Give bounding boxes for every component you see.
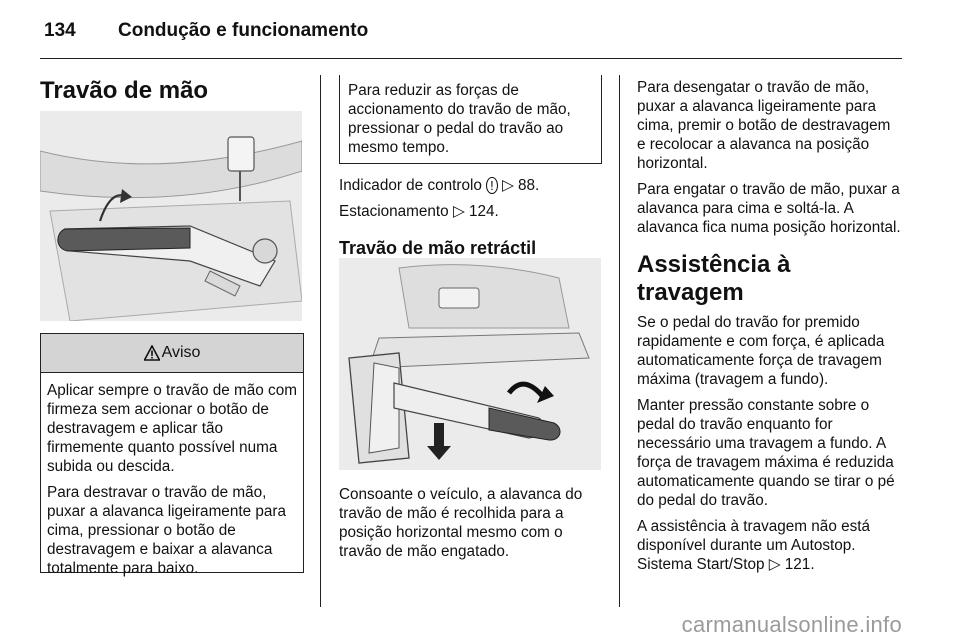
warning-box <box>40 333 304 577</box>
brake-warning-icon: ! <box>486 177 498 194</box>
retractable-lever-drawing <box>339 258 601 470</box>
note-box <box>339 75 602 164</box>
page-ref-arrow-icon: ▷ <box>452 203 465 220</box>
column-2-text <box>339 485 604 568</box>
retractable-paragraph: Consoante o veículo, a alavanca do travão de mão é recolhida para a posição horizontal mesmo com o travão de mão engatado. <box>339 486 583 560</box>
handbrake-lever-drawing <box>40 111 302 321</box>
note-text: Para reduzir as forças de accionamento do travão de mão, pressionar o pedal do travão ao mesmo tempo. <box>348 82 571 156</box>
handbrake-illustration <box>40 111 302 321</box>
warning-header <box>41 333 303 373</box>
brake-assist-paragraph: A assistência à travagem não está disponível durante um Autostop. Sistema Start/Stop ▷ 121. <box>637 518 870 573</box>
column-3 <box>637 78 903 581</box>
column-divider-2 <box>619 75 620 607</box>
page-ref-arrow-icon: ▷ <box>768 556 781 573</box>
brake-assist-paragraph: Manter pressão constante sobre o pedal do travão enquanto for necessário uma travagem a fundo. A força de travagem máxima é reduzida automaticamente quando se tirar o pé do pedal do travão. <box>637 397 895 509</box>
reference-parking[interactable]: Estacionamento ▷ 124. <box>339 203 499 220</box>
column-divider-1 <box>320 75 321 607</box>
handbrake-title: Travão de mão <box>40 77 209 104</box>
warning-triangle-icon <box>144 345 160 361</box>
release-paragraph: Para desengatar o travão de mão, puxar a alavanca ligeiramente para cima, premir o botão de destravagem e recolocar a alavanca na posição horizontal. <box>637 79 891 172</box>
page-number: 134 <box>44 20 76 41</box>
brake-assist-paragraph: Se o pedal do travão for premido rapidamente e com força, é aplicada automaticamente força de travagem máxima (travagem a fundo). <box>637 314 885 388</box>
apply-paragraph: Para engatar o travão de mão, puxar a alavanca para cima e soltá-la. A alavanca fica numa posição horizontal. <box>637 181 901 236</box>
brake-assist-title: Assistência à travagem <box>637 251 791 306</box>
reference-start-stop[interactable]: Sistema Start/Stop ▷ 121. <box>637 556 815 573</box>
column-2 <box>339 176 604 259</box>
retractable-handbrake-illustration <box>339 258 601 470</box>
warning-body <box>41 373 303 578</box>
section-title: Condução e funcionamento <box>118 20 369 41</box>
warning-paragraph: Para destravar o travão de mão, puxar a alavanca ligeiramente para cima, pressionar o botão de destravagem e baixar a alavanca totalmente para baixo. <box>47 484 286 577</box>
retractable-handbrake-title: Travão de mão retráctil <box>339 238 537 258</box>
column-1 <box>40 77 302 105</box>
warning-label: Aviso <box>161 344 201 361</box>
page-ref-arrow-icon: ▷ <box>502 177 514 194</box>
reference-control-indicator[interactable]: Indicador de controlo ! ▷ 88. <box>339 177 540 194</box>
page-header <box>0 0 960 58</box>
footer-watermark: carmanualsonline.info <box>681 612 902 637</box>
warning-paragraph: Aplicar sempre o travão de mão com firmeza sem accionar o botão de destravagem e aplicar tão firmemente quanto possível numa subida ou descida. <box>47 382 297 475</box>
header-rule <box>40 58 902 59</box>
